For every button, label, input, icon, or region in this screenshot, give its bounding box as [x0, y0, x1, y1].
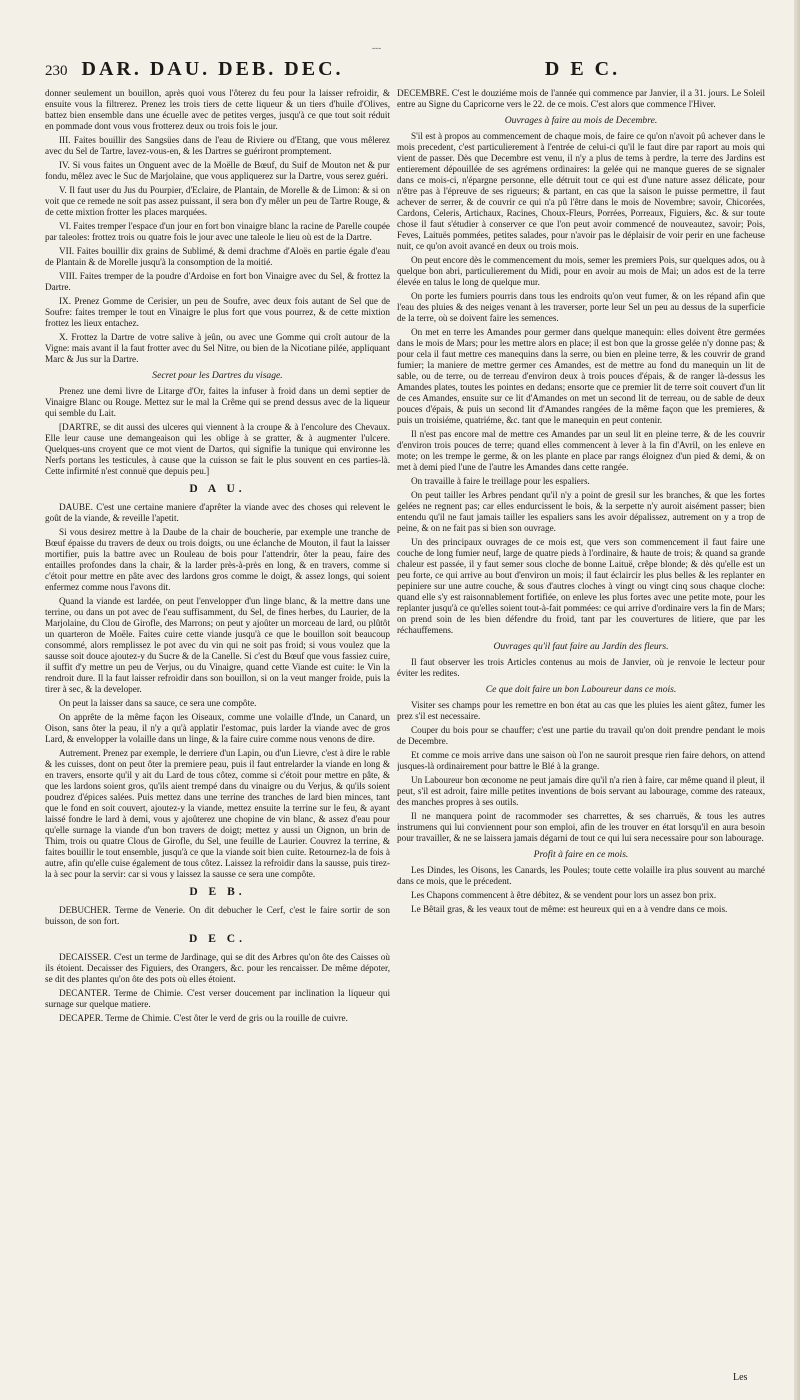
- paragraph: Les Dindes, les Oisons, les Canards, les Poules; toute cette volaille ira plus souvent au marché dans ce mois, que le précedent.: [397, 865, 765, 886]
- left-column: [45, 88, 390, 1288]
- entry-decanter: DECANTER. Terme de Chimie. C'est verser doucement par inclination la liqueur qui surnage sur quelque matiere.: [45, 988, 390, 1009]
- paragraph: Il faut observer les trois Articles contenus au mois de Janvier, où je renvoie le lecteur pour éviter les redites.: [397, 657, 765, 678]
- paragraph: IX. Prenez Gomme de Cerisier, un peu de Soufre, avec deux fois autant de Sel que de Soufre: faites tremper le tout en Vinaigre le plus fort que vous pourrez, & de cette mixtion frottez les lieux entachez.: [45, 296, 390, 328]
- right-running-head-text: D E C.: [544, 58, 621, 80]
- paragraph: Les Chapons commencent à être débitez, & se vendent pour lors un assez bon prix.: [411, 890, 717, 900]
- letter-heading-dec: D E C.: [189, 933, 246, 945]
- paragraph: Prenez une demi livre de Litarge d'Or, faites la infuser à froid dans un demi septier de Vinaigre Blanc ou Rouge. Mettez sur le mal la Crême qui se prend dessus avec de la liqueur qui semble du Lait.: [45, 386, 390, 418]
- paragraph: S'il est à propos au commencement de chaque mois, de faire ce qu'on n'avoit pû achever dans le mois precedent, c'est particulierement à l'entrée de celui-ci qu'il le faut dire par raport au mois qui vient de passer. Dès que Decembre est venu, il n'y a plus de tems à perdre, la terre des Jardins est entierement dépouillée de ses agrémens ordinaires: la gelée qui ne manque gueres de se signaler dans ce mois-ci, n'épargne personne, elle détruit tout ce qui est d'une nature assez délicate, pour n'être pas à l'épreuve de ses rigueurs; & partant, en cas que la saison le puisse permettre, il faut achever de serrer, & de couvrir ce qui n'a pû l'être dans le mois de Novembre; savoir, Chicorées, Cardons, Celeris, Artichaux, Racines, Choux-Fleurs, Porrées, Porreaux, Figuiers, &c. & sur toute chose il faut s'étudier à conserver ce que l'on peut avoir commencé de nouveautez, savoir; Pois, Feves, Laituës pommées, petites salades, pour n'avoir pas le déplaisir de voir perir en une facheuse nuit, ce qu'on avoit avancé en deux ou trois mois.: [397, 131, 765, 251]
- paragraph: Un Laboureur bon œconome ne peut jamais dire qu'il n'a rien à faire, car même quand il pleut, il peut, s'il est adroit, faire mille petites inventions de bois servant au labourage, comme des rateaux, des manches propres à ses outils.: [397, 775, 765, 807]
- catchword: Les: [733, 1372, 748, 1383]
- paragraph: Visiter ses champs pour les remettre en bon état au cas que les pluies les aient gâtez, fumer les prez s'il est necessaire.: [397, 700, 765, 721]
- section-heading: Secret pour les Dartres du visage.: [152, 370, 283, 381]
- paragraph: On peut la laisser dans sa sauce, ce sera une compôte.: [59, 698, 257, 708]
- paragraph: V. Il faut user du Jus du Pourpier, d'Eclaire, de Plantain, de Morelle & de Limon: & si on voit que ce remede ne soit pas assez puissant, il sera bon d'y mêler un peu de Tartre Rouge, & de cette mixtion frotter les places marquées.: [45, 185, 390, 217]
- letter-heading-dau: D A U.: [189, 483, 246, 495]
- paragraph: VI. Faites tremper l'espace d'un jour en fort bon vinaigre blanc la racine de Parelle coupée par taleoles: frottez trois ou quatre fois le jour avec une taleole le lieu où est de la Dartre.: [45, 221, 390, 242]
- section-heading: Profit à faire en ce mois.: [533, 849, 629, 860]
- right-column: [397, 88, 765, 1318]
- section-heading: Ce que doit faire un bon Laboureur dans ce mois.: [485, 684, 677, 695]
- right-running-header: [405, 58, 760, 84]
- paragraph: donner seulement un bouillon, après quoi vous l'ôterez du feu pour la laisser refroidir, & ensuite vous la filtrerez. Prenez les trois tiers de cette liqueur & un tiers d'huile d'Olives, battez bien ensemble dans une écuelle avec de petites verges, jusqu'à ce que tout soit réduit en pommade dont vous vous frotterez deux ou trois fois le jour.: [45, 88, 390, 131]
- letter-heading-deb: D E B.: [189, 886, 246, 898]
- paragraph: III. Faites bouillir des Sangsües dans de l'eau de Riviere ou d'Etang, que vous mêlerez avec du Sel de Tartre, lavez-vous-en, & les Dartres se guériront promptement.: [45, 135, 390, 156]
- paragraph: Et comme ce mois arrive dans une saison où l'on ne sauroit presque rien faire dehors, on attend jusques-là ordinairement pour battre le Blé à la grange.: [397, 750, 765, 771]
- left-running-header: [45, 58, 390, 84]
- page-number: 230: [45, 63, 68, 79]
- entry-decaper: DECAPER. Terme de Chimie. C'est ôter le verd de gris ou la rouille de cuivre.: [59, 1013, 348, 1023]
- paragraph: Il ne manquera point de racommoder ses charrettes, & ses charruës, & tous les autres instrumens qui lui conviennent pour son emploi, afin de les trouver en état lorsqu'il en aura besoin pour travailler, & ne se laissera jamais dégarni de tout ce qui lui sera necessaire pour son labourage.: [397, 811, 765, 843]
- paragraph: [DARTRE, se dit aussi des ulceres qui viennent à la croupe & à l'encolure des Chevaux. Elle leur cause une demangeaison qui les oblige à se gratter, & à augmenter l'ulcere. Quelques-uns croyent que ce mot vient de Dartos, qui signifie la tunique qui environne les Nerfs portans les testicules, à cause que la cuisson se fait le plus souvent en ces parties-là. Cette infirmité n'est connuë que depuis peu.]: [45, 422, 390, 476]
- paragraph: Couper du bois pour se chauffer; c'est une partie du travail qu'on doit prendre pendant le mois de Decembre.: [397, 725, 765, 746]
- paragraph: On peut encore dès le commencement du mois, semer les premiers Pois, sur quelques ados, ou à quelque bon abri, particulierement du Midi, pour en avoir au mois de Mai; un ados est de la terre élevée en talus le long de quelque mur.: [397, 255, 765, 287]
- paragraph: On apprête de la même façon les Oiseaux, comme une volaille d'Inde, un Canard, un Oison, sans ôter la peau, il n'y a qu'à applatir l'estomac, puis larder la viande avec de gros Lard, & envelopper la volaille dans un linge, & la faire cuire comme nous venons de dire.: [45, 712, 390, 744]
- paragraph: Si vous desirez mettre à la Daube de la chair de boucherie, par exemple une tranche de Bœuf épaisse du travers de deux ou trois doigts, ou une éclanche de Mouton, il faut la laisser mortifier, puis la battre avec un Rouleau de bois pour l'attendrir, ôter la peau, faire des entailles profondes dans la chair, & la larder près-à-près en long, & en travers, comme si c'étoit pour mettre en pâte avec des lardons gros comme le doigt, & assez longs, qui soient enfermez comme nous l'avons dit.: [45, 527, 390, 592]
- left-running-head-text: DAR. DAU. DEB. DEC.: [81, 58, 344, 80]
- paragraph: On travaille à faire le treillage pour les espaliers.: [411, 476, 590, 486]
- top-mark: ---: [372, 44, 382, 54]
- paragraph: Quand la viande est lardée, on peut l'envelopper d'un linge blanc, & la mettre dans une terrine, ou dans un pot avec de l'eau suffisamment, du Sel, de fines herbes, du Laurier, de la Marjolaine, du Clou de Girofle, des Marrons; on peut y ajoûter un morceau de lard, ou plûtôt un quarteron de Moële. Faites cuire cette viande jusqu'à ce que le bouillon soit beaucoup consommé, alors remplissez le pot avec du vin qui ne soit pas froid; si vous voulez que la sausse soit douce ajoutez-y du Sucre & de la Canelle. Si c'est du Bœuf que vous fassiez cuire, il suffit d'y mettre un peu de Verjus, ou du Vinaigre, quand cette Viande est cuite: le Vin la rendroit dure. Il la faut laisser refroidir dans son bouillon, si on la veut manger froide, puis la tirer à sec, & la developer.: [45, 596, 390, 694]
- entry-decembre: DECEMBRE. C'est le douziéme mois de l'année qui commence par Janvier, il a 31. jours. Le Soleil entre au Signe du Capricorne vers le 22. de ce mois. C'est alors que commence l'Hiver.: [397, 88, 765, 109]
- entry-decaisser: DECAISSER. C'est un terme de Jardinage, qui se dit des Arbres qu'on ôte des Caisses où ils étoient. Decaisser des Figuiers, des Orangers, &c. pour les rencaisser. De même dépoter, se dit des plantes qu'on ôte des pots où elles étoient.: [45, 952, 390, 984]
- paragraph: VII. Faites bouillir dix grains de Sublimé, & demi drachme d'Aloës en partie égale d'eau de Plantain & de Morelle jusqu'à la consomption de la moitié.: [45, 246, 390, 267]
- entry-daube: DAUBE. C'est une certaine maniere d'aprêter la viande avec des choses qui relevent le goût de la viande, & reveille l'apetit.: [45, 502, 390, 523]
- paragraph: X. Frottez la Dartre de votre salive à jeûn, ou avec une Gomme qui croît autour de la Vigne: mais avant il la faut frotter avec du Sel Nitre, ou bien de la Nicotiane pilée, appliquant Marc & Jus sur la Dartre.: [45, 332, 390, 364]
- paragraph: VIII. Faites tremper de la poudre d'Ardoise en fort bon Vinaigre avec du Sel, & frottez la Dartre.: [45, 271, 390, 292]
- paragraph: IV. Si vous faites un Onguent avec de la Moëlle de Bœuf, du Suif de Mouton net & pur fondu, mêlez avec le Suc de Marjolaine, que vous appliquerez sur la Dartre, vous serez guéri.: [45, 160, 390, 181]
- paragraph: On peut tailler les Arbres pendant qu'il n'y a point de gresil sur les branches, & que les fortes gelées ne regnent pas; car elles endurcissent le bois, & la serpette n'y auroit aisément passer; bien entendu qu'il ne faut jamais tailler les espaliers sans les avoir dépalissez, autrement on y a trop de peine, & on ne fait pas si bien son ouvrage.: [397, 490, 765, 533]
- paragraph: Autrement. Prenez par exemple, le derriere d'un Lapin, ou d'un Lievre, c'est à dire le rable & les cuisses, dont on peut ôter la premiere peau, puis il faut entrelarder la viande en long & en travers, ensorte qu'il y ait du Lard de tous côtez, comme si c'étoit pour mettre en pâte, & que les lardons soient gros, qu'ils aient trempé dans du vinaigre ou du Verjus, & qu'ils soient poudrez d'épices salées. Puis mettez dans une terrine des tranches de lard bien minces, tant que le fond en soit couvert, ajoutez-y la viande, mettez ensuite la terrine sur le feu, & ayant laissé fondre le lard à demi, vous y ajoûterez une chopine de vin blanc, & assez d'eau pour qu'elle surnage la viande d'un bon travers de doigt; mettez y aussi un Oignon, un brin de Thim, trois ou quatre Clous de Girofle, du Sel, une feuille de Laurier. Couvrez la terrine, & faites bouillir le tout ensemble, jusqu'à ce que la viande soit bien cuite. Retournez-la de fois à autre, afin qu'elle cuise également de tous côtez. Laissez la refroidir dans la sausse, puis tirez-la à sec pour la servir: car si vous y laissez la sausse ce sera une compôte.: [45, 748, 390, 879]
- paragraph: On met en terre les Amandes pour germer dans quelque manequin: elles doivent être germées dans le mois de Mars; pour les mettre alors en place; il est bon que la grosse gelée n'y donne pas; & pour cela il faut mettre ces manequins dans la serre, ou bien en pleine terre, & les couvrir de grand fumier; la maniere de mettre germer ces Amandes, est de mettre au fond du manequin un lit de sable, ou de terre, ou de terreau d'environ deux à trois pouces d'épais, & de ranger là-dessus les Amandes plates, toutes les pointes en dedans; ensorte que ce premier lit de terre soit couvert d'un lit de ces Amandes, ensuite sur ce lit d'Amandes on met un second lit de terreau, ou de sable de deux pouces d'épais, & puis un second lit d'Amandes rangées de la même façon que les premieres, & puis un troisiéme, quatriéme, &c. tant que le manequin en peut contenir.: [397, 327, 765, 425]
- paragraph: Un des principaux ouvrages de ce mois est, que vers son commencement il faut faire une couche de long fumier neuf, large de quatre pieds à l'ordinaire, & haute de trois; & quand sa grande chaleur est passée, il y faut semer sous cloche de bonne Laituë, crêpe blonde; & dès qu'elle est un peu forte, ce qui arrive au bout d'environ un mois; il faut éclaircir les plus belles & les replanter en pepiniere sur une autre couche, & sous d'autres cloches à vingt ou vingt cinq sous chaque cloche: quand elle s'y est raisonnablement fortifiée, on enleve les plus fortes avec une petite mote, pour les replanter jusqu'à ce qu'elles soient tout-à-fait pommées: ce qui arrive d'ordinaire vers la fin de Mars; on prend soin de les bien défendre du froid, tant par les couvertures de litiere, que par les réchauffemens.: [397, 537, 765, 635]
- section-heading: Ouvrages qu'il faut faire au Jardin des fleurs.: [493, 641, 669, 652]
- paragraph: Le Bêtail gras, & les veaux tout de même: est heureux qui en a à vendre dans ce mois.: [411, 904, 728, 914]
- paragraph: Il n'est pas encore mal de mettre ces Amandes par un seul lit en pleine terre, & de les couvrir d'environ trois pouces de terre; quand elles commencent à lever à la fin d'Avril, on les enleve en mote; on les trempe le germe, & on les plante en place par rangs éloignez d'un pied & demi, & on met à demi pied l'une de l'autre les Amandes dans cette rangée.: [397, 429, 765, 472]
- section-heading: Ouvrages à faire au mois de Decembre.: [504, 115, 658, 126]
- page-fold-shadow: [794, 0, 800, 1400]
- paragraph: On porte les fumiers pourris dans tous les endroits qu'on veut fumer, & on les répand afin que l'eau des pluies & des neiges venant à les traverser, porte leur Sel un peu au dessus de la superficie de la terre, où se doivent faire les semences.: [397, 291, 765, 323]
- entry-debucher: DEBUCHER. Terme de Venerie. On dit debucher le Cerf, c'est le faire sortir de son buisson, de son fort.: [45, 905, 390, 926]
